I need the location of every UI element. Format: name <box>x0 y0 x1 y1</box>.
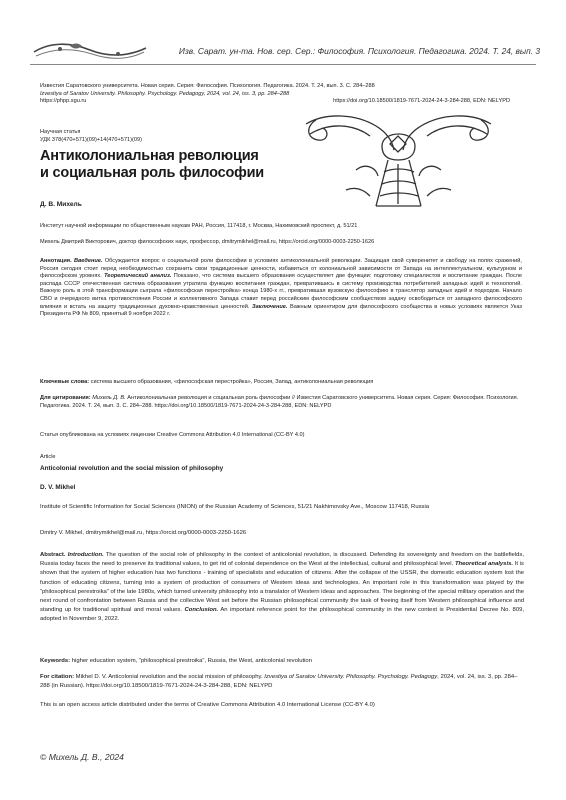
abstract-en <box>40 551 524 625</box>
en-abstract-p3: An important reference point for the philosophical community in the new context is Presidential Decree No. 809, adopted in November 9, 2022. <box>40 607 525 623</box>
citation-ru <box>40 395 522 410</box>
en-citation-label: For citation: <box>40 674 75 680</box>
intro-label: Введение. <box>73 258 103 264</box>
en-abstract-label: Abstract. <box>40 552 66 558</box>
en-conclusion-label: Conclusion. <box>184 607 219 614</box>
license-ru: Статья опубликована на условиях лицензии Creative Commons Attribution 4.0 International (CC-BY 4.0) <box>40 432 305 438</box>
en-author-name: D. V. Mikhel <box>40 484 76 491</box>
running-title: Изв. Сарат. ун-та. Нов. сер. Сер.: Философия. Психология. Педагогика. 2024. Т. 24, вып. 3 <box>178 46 540 56</box>
title-line-2: и социальная роль философии <box>40 165 265 181</box>
keywords-text: система высшего образования, «философская перестройка», Россия, Запад, антиколониальная революция <box>89 379 374 385</box>
keywords-ru <box>40 379 522 387</box>
citation-author: Михель Д. В. <box>90 395 126 401</box>
en-journal-ref: Izvestiya of Saratov University. Philosophy. Psychology. Pedagogy, 2024, vol. 24, iss. 3, pp. 284–288 <box>40 90 290 97</box>
header-rule <box>30 64 536 65</box>
journal-site-link[interactable]: https://phpp.sgu.ru <box>40 98 87 105</box>
article-type: Научная статья <box>40 129 81 135</box>
citation-text: Антиколониальная революция и социальная роль философии // Известия Саратовского университета. Новая серия. Серия: Философия. Психология. Педагогика. 2024. Т. 24, вып. 3. С. 284–288. https://doi.org/10.18500/1819-7671-2024-24-3-284-288, EDN: NELYPD <box>40 395 519 409</box>
citation-en <box>40 673 524 691</box>
en-abstract-p1: The question of the social role of philosophy in the context of anticolonial revolution, is discussed. Defending its sovereignty and freedom on the battlefields, Russia today faces the need to preserve its traditional values, to get rid of colonial dependence on the West at the intellectual, cultural and philosophical level. <box>40 552 525 568</box>
keywords-label: Ключевые слова: <box>40 379 90 385</box>
en-analysis-label: Theoretical analysis. <box>454 561 513 568</box>
ru-journal-ref: Известия Саратовского университета. Новая серия. Серия: Философия. Психология. Педагогика. 2024. Т. 24, вып. 3. С. 284–288 <box>40 83 375 89</box>
en-keywords-text: higher education system, “philosophical prestroika”, Russia, the West, anticolonial revolution <box>70 658 312 664</box>
ornament-illustration <box>296 110 501 212</box>
abstract-p2: Показано, что система высшего образования осуществляет две функции: подготовку специалистов и воспитание граждан. После распада СССР отечественная система образования утратила функцию воспитания граждан, превратившись в систему производства потребителей западных идей и технологий. Важную роль в этой трансформации сыграла «философская перестройка» конца 1980-х гг., превратившая вузовскую философию в транслятор западных идей и подходов. Начало СВО и очередного витка противостояния России и коллективного Запада ставит перед российским философским сообществом задачу освободиться от западного философского влияния и встать на защиту традиционных духовно-нравственных ценностей. <box>40 273 522 310</box>
doi-link[interactable]: https://doi.org/10.18500/1819-7671-2024-24-3-284-288, EDN: NELYPD <box>333 98 510 105</box>
en-citation-post: , 2024, vol. 24, iss. 3, pp. 284–288 (in Russian). https://doi.org/10.18500/1819-7671-2024-24-3-284-288, EDN: NELYPD <box>40 674 518 690</box>
en-author-info: Dmitry V. Mikhel, dmitrymikhel@mail.ru, https://orcid.org/0000-0003-2250-1626 <box>40 530 247 536</box>
en-citation-pre: Mikhel D. V. Anticolonial revolution and the social mission of philosophy. <box>74 674 265 680</box>
en-institution: Institute of Scientific Information for Social Sciences (INION) of the Russian Academy of Sciences, 51/21 Nakhimovsky Ave., Moscow 117418, Russia <box>40 504 430 510</box>
en-citation-journal: Izvestiya of Saratov University. Philosophy. Psychology. Pedagogy <box>264 674 438 680</box>
analysis-label: Теоретический анализ. <box>104 273 172 280</box>
abstract-p1: Обсуждается вопрос о социальной роли философии в условиях антиколониальной революции. Защищая свой суверенитет и свободу на полях сражений, Россия сегодня стоит перед необходимостью сохранить свои традиционные ценности, избавиться от колониальной зависимости от Запада на интеллектуальном, культурном и философском уровнях. <box>40 258 522 280</box>
keywords-en <box>40 658 524 664</box>
conclusion-label: Заключение. <box>252 303 288 310</box>
citation-label: Для цитирования: <box>40 395 91 401</box>
abstract-ru <box>40 258 522 319</box>
en-article-title: Anticolonial revolution and the social mission of philosophy <box>40 465 224 472</box>
en-keywords-label: Keywords: <box>40 658 71 664</box>
author-name: Д. В. Михель <box>40 201 82 208</box>
institution: Институт научной информации по общественным наукам РАН, Россия, 117418, г. Москва, Нахимовский проспект, д. 51/21 <box>40 223 358 229</box>
journal-meta <box>40 83 510 106</box>
en-intro-label: Introduction. <box>67 552 104 558</box>
journal-logo <box>30 40 150 64</box>
article-title <box>40 148 300 182</box>
en-abstract-p2: It is shown that the system of higher education has two functions - training of specialists and education of citizens. After the collapse of the USSR, the domestic education system lost the function of educating citizens, turning into a system of production of consumers of Western ideas and technologies. An important role in this transformation was played by the “philosophical perestroika” of the late 1980s, which turned university philosophy into a translator of Western ideas and approaches. The beginning of the special military operation and the next round of confrontation between Russia and the collective West set before the Russian philosophical community the task of freeing itself from Western philosophical influence and standing up for traditional spiritual and moral values. <box>40 561 524 614</box>
article-type-block <box>40 129 280 144</box>
abstract-p3: Важным ориентиром для философского сообщества в новых условиях является Указ Президента РФ № 809, принятый 9 ноября 2022 г. <box>40 303 522 318</box>
author-info: Михель Дмитрий Викторович, доктор философских наук, профессор, dmitrymikhel@mail.ru, https://orcid.org/0000-0003-2250-1626 <box>40 239 375 245</box>
license-en: This is an open access article distributed under the terms of Creative Commons Attribution 4.0 International License (CC-BY 4.0) <box>40 702 375 708</box>
copyright: © Михель Д. В., 2024 <box>40 752 124 762</box>
udk-code: УДК 378(470+571)(09)+14(470+571)(09) <box>40 136 142 143</box>
en-article-type: Article <box>40 454 56 460</box>
abstract-label: Аннотация. <box>40 258 72 264</box>
title-line-1: Антиколониальная революция <box>40 148 259 164</box>
